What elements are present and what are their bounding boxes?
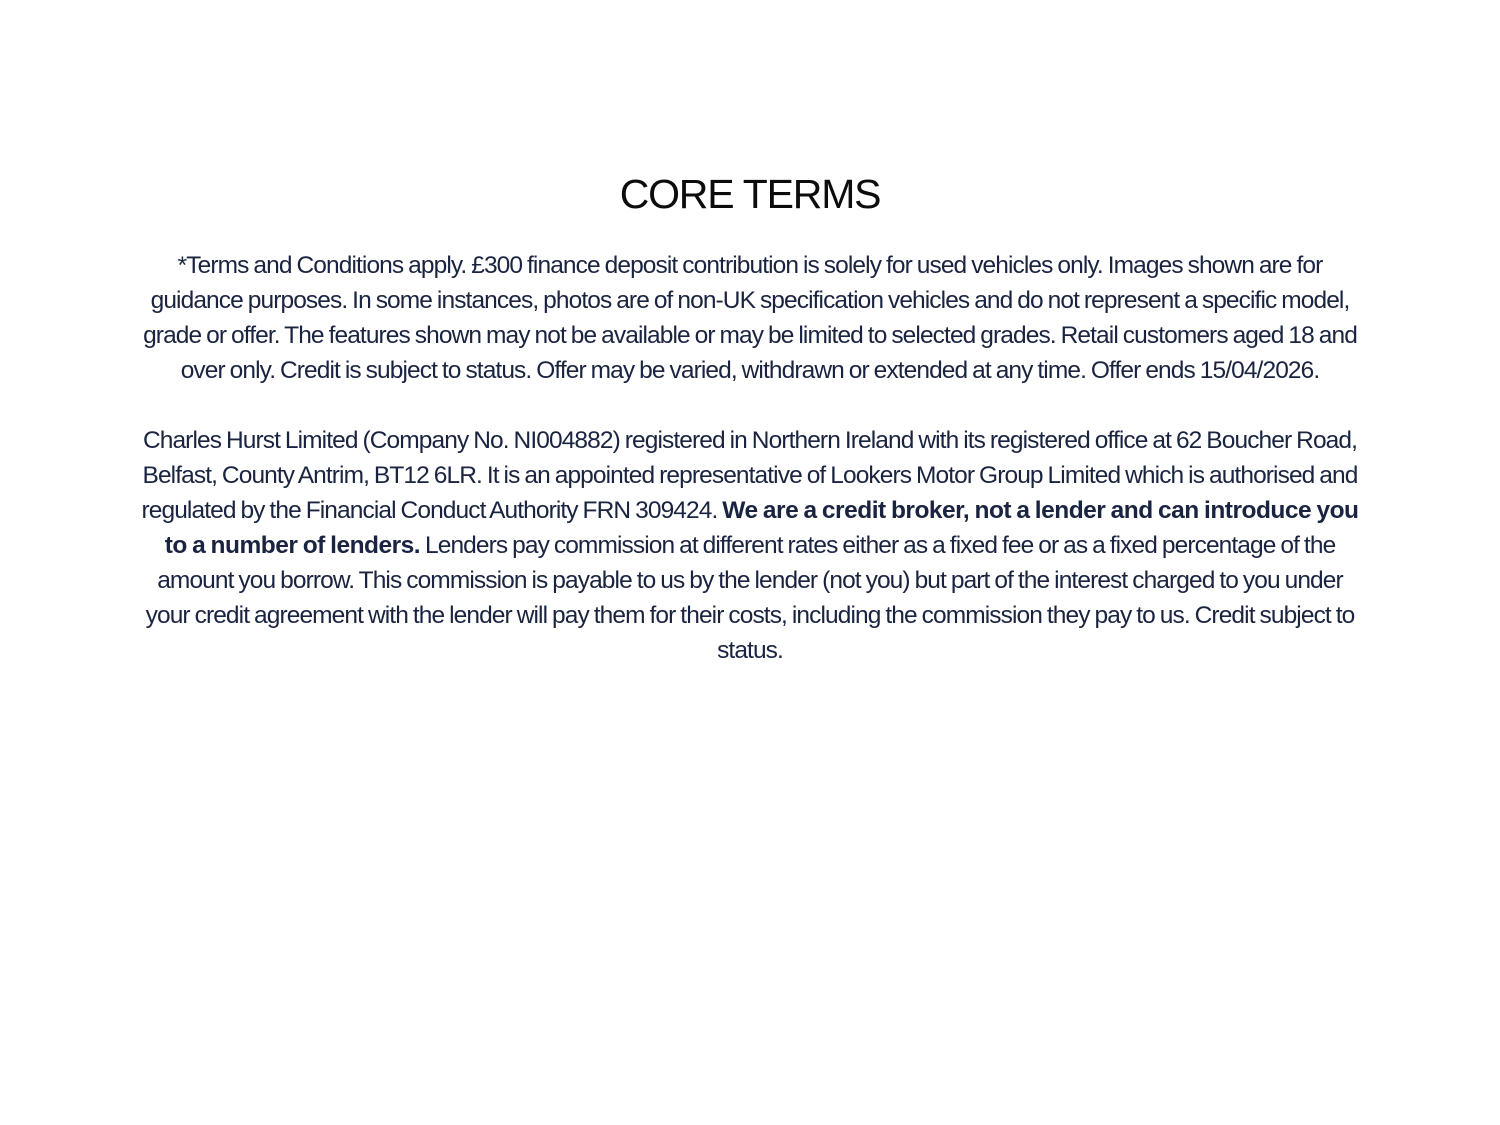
- credit-broker-statement: We are a credit broker, not a lender and can introduce you to a number of lenders.: [164, 497, 1359, 559]
- offer-terms-paragraph: *Terms and Conditions apply. £300 finance deposit contribution is solely for used vehicles only. Images shown are for guidance purposes. In some instances, photos are of non-UK specification vehicles and do not represent a specific model, grade or offer. The features shown may not be available or may be limited to selected grades. Retail customers aged 18 and over only. Credit is subject to status. Offer may be varied, withdrawn or extended at any time. Offer ends 15/04/2026.: [143, 252, 1357, 384]
- core-terms-section: [140, 168, 1360, 668]
- company-info-paragraph: [140, 423, 1360, 668]
- company-info-intro: Charles Hurst Limited (Company No. NI004882) registered in Northern Ireland with its registered office at 62 Boucher Road, Belfast, County Antrim, BT12 6LR. It is an appointed representative of Lookers Motor Group Limited which is authorised and regulated by the Financial Conduct Authority FRN 309424.: [141, 427, 1358, 524]
- page-title: CORE TERMS: [619, 171, 881, 217]
- commission-info: Lenders pay commission at different rates either as a fixed fee or as a fixed percentage of the amount you borrow. This commission is payable to us by the lender (not you) but part of the interest charged to you under your credit agreement with the lender will pay them for their costs, including the commission they pay to us. Credit subject to status.: [145, 532, 1355, 664]
